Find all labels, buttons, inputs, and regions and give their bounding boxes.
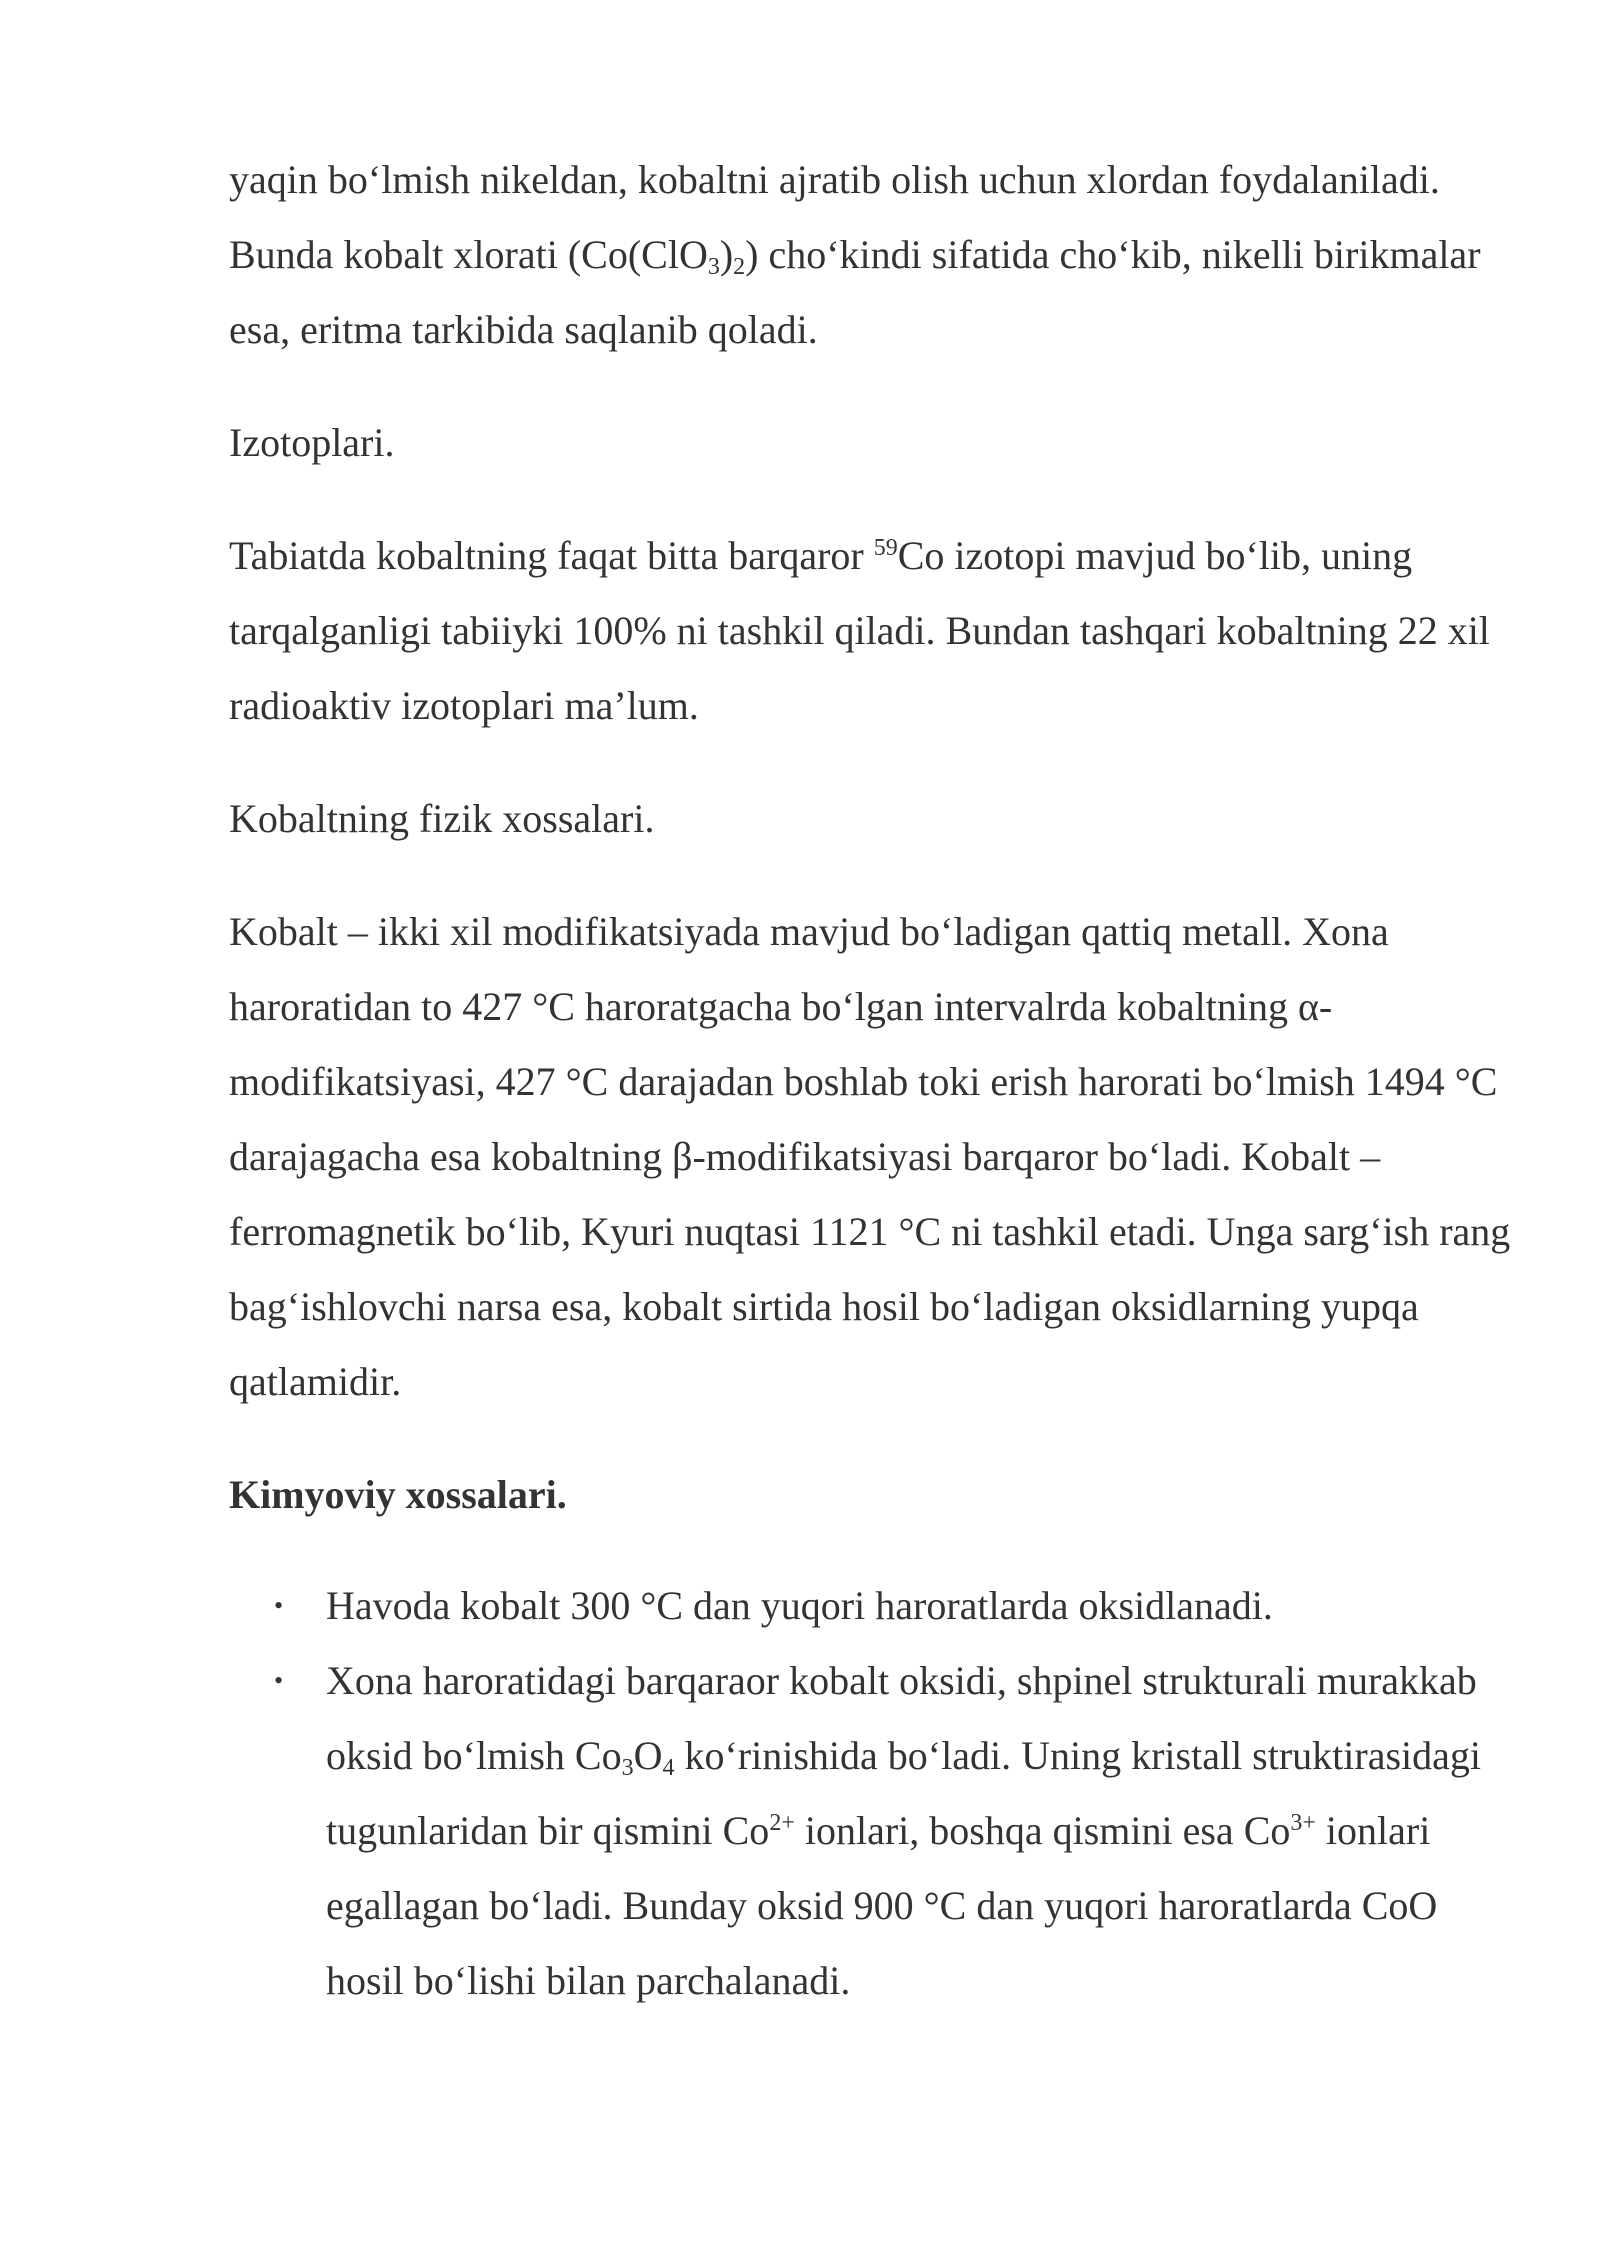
list-item-text-b: O [633, 1733, 663, 1778]
subscript: 4 [662, 1755, 675, 1781]
isotopes-heading: Izotoplari. [229, 420, 395, 465]
intro-text-a: yaqin bo‘lmish nikeldan, kobaltni ajratib olish uchun xlordan foydalaniladi. Bunda kobalt xlorati (Co(ClO [229, 157, 1440, 277]
chemical-list [229, 1568, 1519, 2018]
document-page [229, 142, 1519, 2018]
isotopes-text-a: Tabiatda kobaltning faqat bitta barqaror [229, 533, 874, 578]
superscript: 2+ [769, 1810, 795, 1836]
intro-paragraph [229, 142, 1519, 367]
intro-text-c: ) cho‘kindi sifatida cho‘kib, nikelli birikmalar esa, eritma tarkibida saqlanib qoladi. [229, 232, 1481, 352]
physical-paragraph: Kobalt – ikki xil modifikatsiyada mavjud bo‘ladigan qattiq metall. Xona haroratidan to 427 °C haroratgacha bo‘lgan intervalrda kobaltning α-modifikatsiyasi, 427 °C darajadan boshlab toki erish harorati bo‘lmish 1494 °C darajagacha esa kobaltning β-modifikatsiyasi barqaror bo‘ladi. Kobalt – ferromagnetik bo‘lib, Kyuri nuqtasi 1121 °C ni tashkil etadi. Unga sarg‘ish rang bag‘ishlovchi narsa esa, kobalt sirtida hosil bo‘ladigan oksidlarning yupqa qatlamidir. [229, 909, 1511, 1404]
list-item [274, 1643, 1519, 2018]
intro-text-b: ) [719, 232, 734, 277]
isotopes-paragraph [229, 518, 1519, 743]
list-item-text-e: ionlari egallagan bo‘ladi. Bunday oksid 900 °C dan yuqori haroratlarda CoO hosil bo‘lishi bilan parchalanadi. [326, 1808, 1438, 2003]
bullet-icon: • [274, 1591, 284, 1620]
list-item-text-d: ionlari, boshqa qismini esa Co [794, 1808, 1291, 1853]
physical-heading: Kobaltning fizik xossalari. [229, 796, 655, 841]
chemical-heading: Kimyoviy xossalari. [229, 1472, 567, 1517]
subscript: 2 [733, 254, 746, 280]
superscript: 59 [873, 535, 898, 561]
superscript: 3+ [1290, 1810, 1316, 1836]
subscript: 3 [707, 254, 720, 280]
isotopes-text-b: Co izotopi mavjud bo‘lib, uning tarqalganligi tabiiyki 100% ni tashkil qiladi. Bundan tashqari kobaltning 22 xil radioaktiv izotoplari ma’lum. [229, 533, 1490, 728]
list-item [274, 1568, 1519, 1643]
list-item-text: Havoda kobalt 300 °C dan yuqori haroratlarda oksidlanadi. [326, 1583, 1273, 1628]
bullet-icon: • [274, 1666, 284, 1695]
subscript: 3 [621, 1755, 634, 1781]
list-item-text-a: Xona haroratidagi barqaraor kobalt oksidi, shpinel strukturali murakkab oksid bo‘lmish Co [326, 1658, 1477, 1778]
list-item-text-c: ko‘rinishida bo‘ladi. Uning kristall struktirasidagi tugunlaridan bir qismini Co [326, 1733, 1482, 1853]
